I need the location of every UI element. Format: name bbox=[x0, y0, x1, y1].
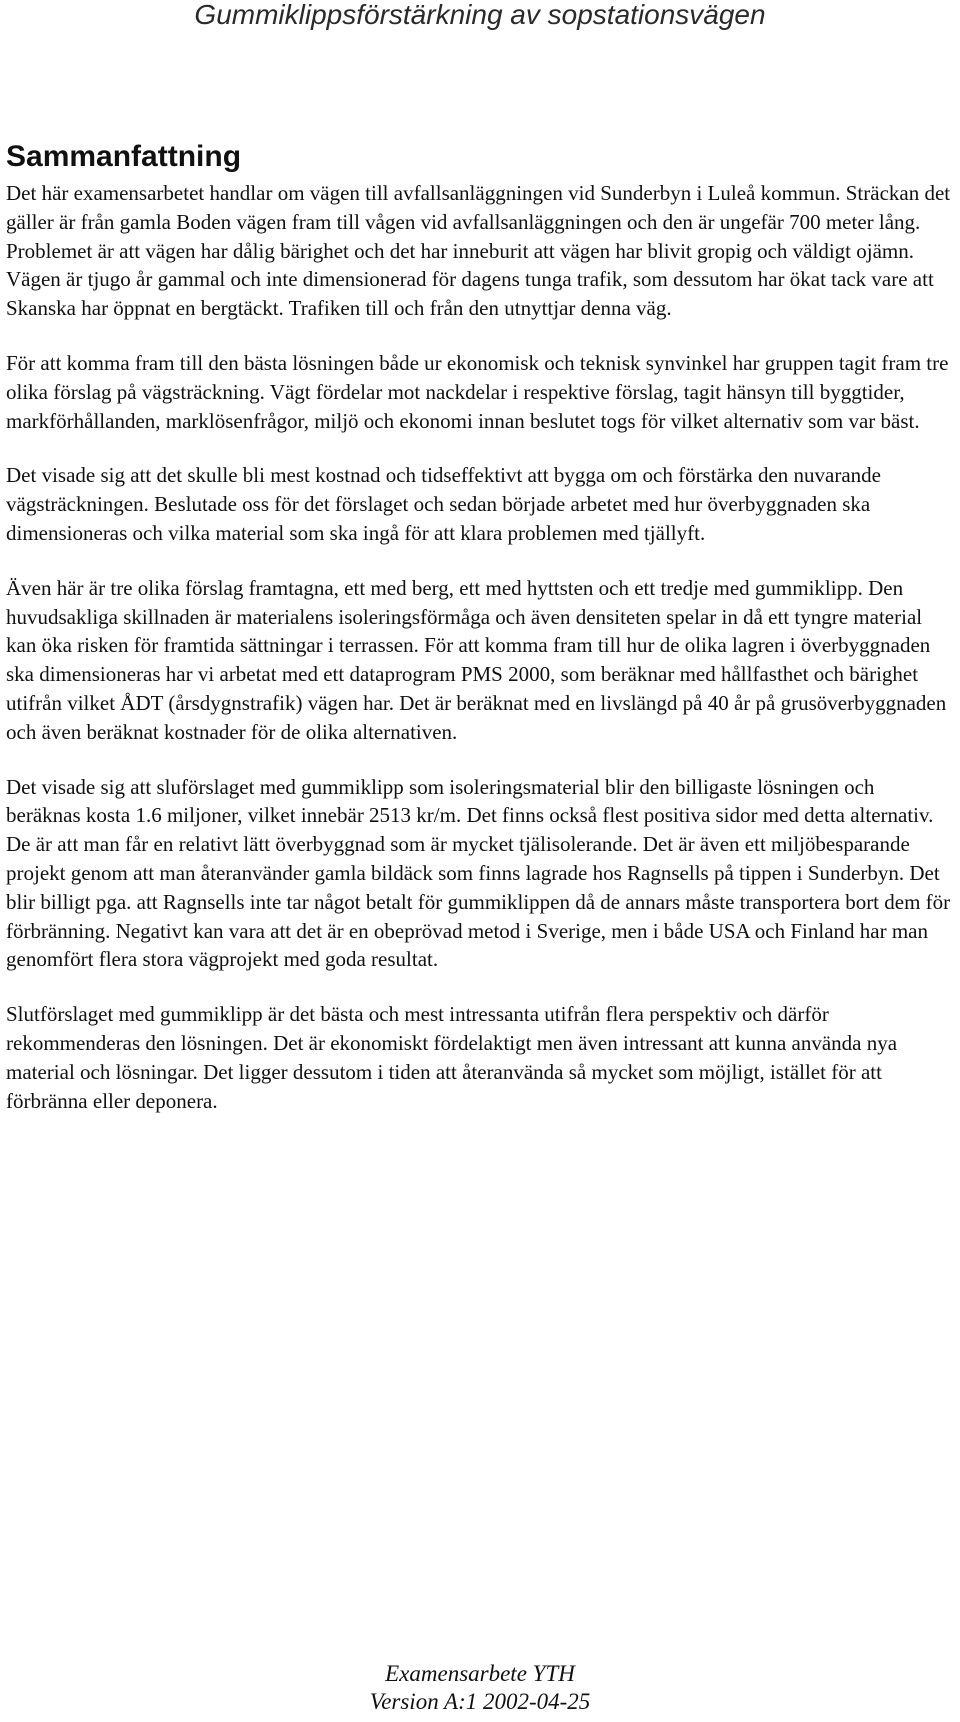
paragraph-3: Det visade sig att det skulle bli mest kostnad och tidseffektivt att bygga om och förstärka den nuvarande vägsträckningen. Beslutade oss för det förslaget och sedan började arbetet med hur överbyggnaden ska dimensioneras och vilka material som ska ingå för att klara problemen med tjällyft. bbox=[6, 463, 881, 545]
footer-version-date: Version A:1 2002-04-25 bbox=[369, 1689, 591, 1714]
paragraph-1: Det här examensarbetet handlar om vägen till avfallsanläggningen vid Sunderbyn i Luleå kommun. Sträckan det gäller är från gamla Boden vägen fram till vågen vid avfallsanläggningen och den är ungefär 700 meter lång. Problemet är att vägen har dålig bärighet och det har inneburit att vägen har blivit gropig och väldigt ojämn. Vägen är tjugo år gammal och inte dimensionerad för dagens tunga trafik, som dessutom har ökat tack vare att Skanska har öppnat en bergtäckt. Trafiken till och från den utnyttjar denna väg. bbox=[6, 181, 951, 321]
footer-document-name: Examensarbete YTH bbox=[385, 1661, 575, 1686]
body-text bbox=[6, 179, 952, 1141]
page-footer bbox=[0, 1660, 960, 1716]
paragraph-5: Det visade sig att sluförslaget med gummiklipp som isoleringsmaterial blir den billigaste lösningen och beräknas kosta 1.6 miljoner, vilket innebär 2513 kr/m. Det finns också flest positiva sidor med detta alternativ. De är att man får en relativt lätt överbyggnad som är mycket tjälisolerande. Det är även ett miljöbesparande projekt genom att man återanvänder gamla bildäck som finns lagrade hos Ragnsells på tippen i Sunderbyn. Det blir billigt pga. att Ragnsells inte tar något betalt för gummiklippen då de annars måste transportera bort dem för förbränning. Negativt kan vara att det är en obeprövad metod i Sverige, men i både USA och Finland har man genomfört flera stora vägprojekt med goda resultat. bbox=[6, 774, 951, 972]
paragraph-2: För att komma fram till den bästa lösningen både ur ekonomisk och teknisk synvinkel har gruppen tagit fram tre olika förslag på vägsträckning. Vägt fördelar mot nackdelar i respektive förslag, tagit hänsyn till byggtider, markförhållanden, marklösenfrågor, miljö och ekonomi innan beslutet togs för vilket alternativ som var bäst. bbox=[6, 350, 949, 433]
paragraph-4: Även här är tre olika förslag framtagna, ett med berg, ett med hyttsten och ett tredje med gummiklipp. Den huvudsakliga skillnaden är materialens isoleringsförmåga och även densiteten spelar in då ett tyngre material kan öka risken för framtida sättningar i terrassen. För att komma fram till hur de olika lagren i överbyggnaden ska dimensioneras har vi arbetat med ett dataprogram PMS 2000, som beräknar med hållfasthet och bärighet utifrån vilket ÅDT (årsdygnstrafik) vägen har. Det är beräknat med en livslängd på 40 år på grusöverbyggnaden och även beräknat kostnader för de olika alternativen. bbox=[6, 575, 947, 744]
paragraph-6: Slutförslaget med gummiklipp är det bästa och mest intressanta utifrån flera perspektiv och därför rekommenderas den lösningen. Det är ekonomiskt fördelaktigt men även intressant att kunna använda nya material och lösningar. Det ligger dessutom i tiden att återanvända så mycket som möjligt, istället för att förbränna eller deponera. bbox=[6, 1002, 898, 1113]
page-header: Gummiklippsförstärkning av sopstationsvägen bbox=[194, 0, 766, 30]
section-heading: Sammanfattning bbox=[6, 140, 242, 173]
